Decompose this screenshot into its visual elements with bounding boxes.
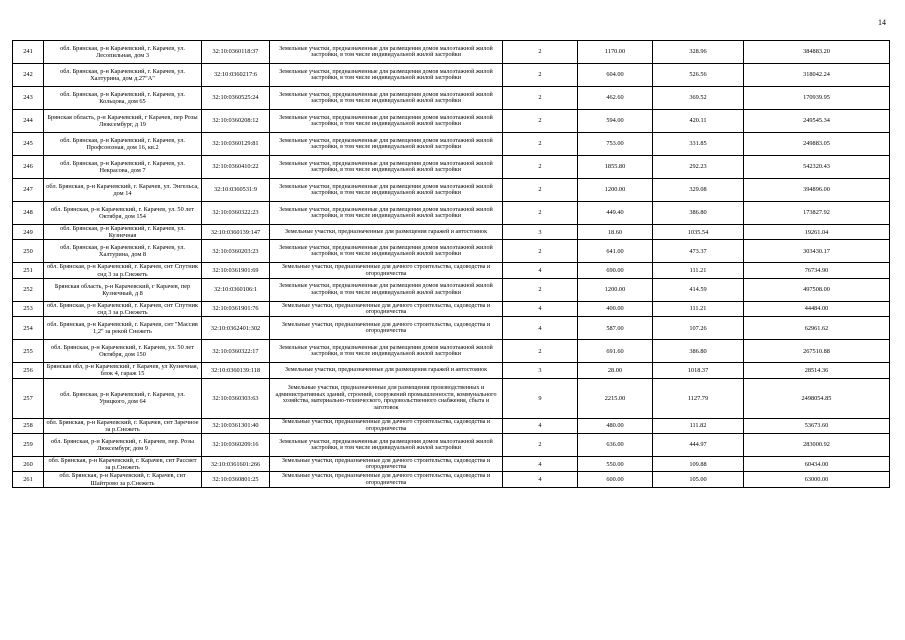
table-row [13, 240, 890, 263]
specific-value-cell: 1035.54 [653, 225, 744, 240]
specific-value-cell: 111.82 [653, 418, 744, 433]
cadastral-number-cell: 32:10:0360106:1 [202, 278, 270, 301]
row-number-cell: 252 [13, 278, 44, 301]
specific-value-cell: 1127.79 [653, 378, 744, 418]
cadastral-value-cell: 542320.43 [744, 156, 890, 179]
cadastral-value-cell: 62961.62 [744, 317, 890, 340]
area-cell: 690.00 [578, 263, 653, 278]
area-cell: 550.00 [578, 457, 653, 472]
group-cell: 4 [503, 263, 578, 278]
table-row [13, 64, 890, 87]
cadastral-number-cell: 32:10:0360209:16 [202, 434, 270, 457]
address-cell: Брянская область, р-н Карачевский, г Карачев, пер Кузнечный, д 8 [44, 278, 202, 301]
row-number-cell: 241 [13, 41, 44, 64]
address-cell: обл. Брянская, р-н Карачевский, г. Карачев, ул. Энгельса, дом 14 [44, 179, 202, 202]
cadastral-value-cell: 19261.04 [744, 225, 890, 240]
row-number-cell: 245 [13, 133, 44, 156]
address-cell: обл. Брянская, р-н Карачевский, г. Карачев, ул. Урицкого, дом 64 [44, 378, 202, 418]
cadastral-number-cell: 32:10:0360531:9 [202, 179, 270, 202]
cadastral-number-cell: 32:10:0362401:302 [202, 317, 270, 340]
cadastral-number-cell: 32:10:0361901:76 [202, 301, 270, 316]
specific-value-cell: 328.96 [653, 41, 744, 64]
group-cell: 2 [503, 110, 578, 133]
group-cell: 2 [503, 64, 578, 87]
land-use-cell: Земельные участки, предназначенные для размещения домов малоэтажной жилой застройки, в том числе индивидуальной жилой застройки [270, 278, 503, 301]
table-row [13, 472, 890, 487]
address-cell: обл. Брянская, р-н Карачевский, г. Карачев, ул. Лесопильная, дом 3 [44, 41, 202, 64]
group-cell: 2 [503, 240, 578, 263]
table-row [13, 317, 890, 340]
address-cell: обл. Брянская, р-н Карачевский, г. Карачев, ул. 50 лет Октября, дом 154 [44, 202, 202, 225]
row-number-cell: 258 [13, 418, 44, 433]
cadastral-value-cell: 384883.20 [744, 41, 890, 64]
land-use-cell: Земельные участки, предназначенные для дачного строительства, садоводства и огородничества [270, 301, 503, 316]
address-cell: обл. Брянская, р-н Карачевский, г. Карачев, ул. Кузнечная [44, 225, 202, 240]
land-use-cell: Земельные участки, предназначенные для размещения домов малоэтажной жилой застройки, в том числе индивидуальной жилой застройки [270, 87, 503, 110]
land-use-cell: Земельные участки, предназначенные для размещения гаражей и автостоянок [270, 363, 503, 378]
table-row [13, 340, 890, 363]
cadastral-value-cell: 267510.88 [744, 340, 890, 363]
address-cell: обл. Брянская, р-н Карачевский, г. Карачев, снт Спутник снд 3 за р.Снежеть [44, 263, 202, 278]
area-cell: 1200.00 [578, 179, 653, 202]
cadastral-value-cell: 497508.00 [744, 278, 890, 301]
cadastral-value-cell: 170939.95 [744, 87, 890, 110]
table-row [13, 263, 890, 278]
cadastral-value-cell: 60434.00 [744, 457, 890, 472]
area-cell: 400.00 [578, 301, 653, 316]
area-cell: 480.00 [578, 418, 653, 433]
land-use-cell: Земельные участки, предназначенные для размещения домов малоэтажной жилой застройки, в том числе индивидуальной жилой застройки [270, 240, 503, 263]
cadastral-number-cell: 32:10:0360303:63 [202, 378, 270, 418]
area-cell: 604.00 [578, 64, 653, 87]
cadastral-value-cell: 249883.05 [744, 133, 890, 156]
specific-value-cell: 109.88 [653, 457, 744, 472]
cadastral-value-cell: 303430.17 [744, 240, 890, 263]
row-number-cell: 261 [13, 472, 44, 487]
table-row [13, 41, 890, 64]
group-cell: 3 [503, 225, 578, 240]
cadastral-value-cell: 394896.00 [744, 179, 890, 202]
area-cell: 462.60 [578, 87, 653, 110]
area-cell: 1855.80 [578, 156, 653, 179]
land-use-cell: Земельные участки, предназначенные для дачного строительства, садоводства и огородничества [270, 317, 503, 340]
specific-value-cell: 369.52 [653, 87, 744, 110]
area-cell: 587.00 [578, 317, 653, 340]
cadastral-number-cell: 32:10:0360203:23 [202, 240, 270, 263]
address-cell: обл. Брянская, р-н Карачевский, г. Карачев, снт Спутник снд 3 за р.Снежеть [44, 301, 202, 316]
table-row [13, 202, 890, 225]
area-cell: 1200.00 [578, 278, 653, 301]
group-cell: 4 [503, 317, 578, 340]
cadastral-value-cell: 63000.00 [744, 472, 890, 487]
row-number-cell: 254 [13, 317, 44, 340]
area-cell: 18.60 [578, 225, 653, 240]
address-cell: обл. Брянская, р-н Карачевский, г. Карачев, пер. Розы Люксембург, дом 9 [44, 434, 202, 457]
specific-value-cell: 111.21 [653, 263, 744, 278]
group-cell: 9 [503, 378, 578, 418]
area-cell: 636.00 [578, 434, 653, 457]
specific-value-cell: 414.59 [653, 278, 744, 301]
table-row [13, 87, 890, 110]
row-number-cell: 251 [13, 263, 44, 278]
group-cell: 4 [503, 472, 578, 487]
address-cell: обл. Брянская, р-н Карачевский, г. Карачев, ул. Халтурина, дом 8 [44, 240, 202, 263]
area-cell: 449.40 [578, 202, 653, 225]
land-plots-table [12, 40, 890, 488]
cadastral-number-cell: 32:10:0360129:81 [202, 133, 270, 156]
row-number-cell: 257 [13, 378, 44, 418]
address-cell: обл. Брянская, р-н Карачевский, г. Карачев, ул. Некрасова, дом 7 [44, 156, 202, 179]
row-number-cell: 242 [13, 64, 44, 87]
address-cell: Брянская обл, р-н Карачевский, г Карачев, ул Кузнечная, блок 4, гараж 15 [44, 363, 202, 378]
group-cell: 2 [503, 340, 578, 363]
row-number-cell: 249 [13, 225, 44, 240]
address-cell: обл. Брянская, р-н Карачевский, г. Карачев, ул. Халтурина, дом д.27"А" [44, 64, 202, 87]
cadastral-number-cell: 32:10:0360801:25 [202, 472, 270, 487]
land-use-cell: Земельные участки, предназначенные для размещения домов малоэтажной жилой застройки, в том числе индивидуальной жилой застройки [270, 434, 503, 457]
area-cell: 1170.00 [578, 41, 653, 64]
specific-value-cell: 107.26 [653, 317, 744, 340]
group-cell: 4 [503, 301, 578, 316]
cadastral-number-cell: 32:10:0360139:147 [202, 225, 270, 240]
group-cell: 2 [503, 156, 578, 179]
area-cell: 753.00 [578, 133, 653, 156]
cadastral-value-cell: 28514.36 [744, 363, 890, 378]
table-row [13, 179, 890, 202]
specific-value-cell: 386.80 [653, 202, 744, 225]
group-cell: 4 [503, 418, 578, 433]
area-cell: 28.00 [578, 363, 653, 378]
cadastral-number-cell: 32:10:0361301:40 [202, 418, 270, 433]
table-row [13, 133, 890, 156]
table-row [13, 434, 890, 457]
specific-value-cell: 105.00 [653, 472, 744, 487]
area-cell: 641.00 [578, 240, 653, 263]
group-cell: 2 [503, 133, 578, 156]
specific-value-cell: 111.21 [653, 301, 744, 316]
specific-value-cell: 329.08 [653, 179, 744, 202]
land-use-cell: Земельные участки, предназначенные для дачного строительства, садоводства и огородничества [270, 418, 503, 433]
land-use-cell: Земельные участки, предназначенные для дачного строительства, садоводства и огородничества [270, 457, 503, 472]
cadastral-value-cell: 53673.60 [744, 418, 890, 433]
address-cell: Брянская область, р-н Карачевский, г Карачев, пер Розы Люксембург, д 19 [44, 110, 202, 133]
land-use-cell: Земельные участки, предназначенные для дачного строительства, садоводства и огородничества [270, 263, 503, 278]
specific-value-cell: 386.80 [653, 340, 744, 363]
table-row [13, 110, 890, 133]
group-cell: 2 [503, 278, 578, 301]
area-cell: 600.00 [578, 472, 653, 487]
row-number-cell: 244 [13, 110, 44, 133]
group-cell: 4 [503, 457, 578, 472]
cadastral-number-cell: 32:10:0360525:24 [202, 87, 270, 110]
row-number-cell: 247 [13, 179, 44, 202]
land-use-cell: Земельные участки, предназначенные для размещения домов малоэтажной жилой застройки, в том числе индивидуальной жилой застройки [270, 156, 503, 179]
page-number: 14 [878, 18, 886, 27]
table-row [13, 278, 890, 301]
specific-value-cell: 1018.37 [653, 363, 744, 378]
row-number-cell: 243 [13, 87, 44, 110]
area-cell: 594.00 [578, 110, 653, 133]
specific-value-cell: 420.11 [653, 110, 744, 133]
table-row [13, 363, 890, 378]
area-cell: 691.60 [578, 340, 653, 363]
cadastral-number-cell: 32:10:0360139:118 [202, 363, 270, 378]
table-row [13, 457, 890, 472]
land-use-cell: Земельные участки, предназначенные для размещения домов малоэтажной жилой застройки, в том числе индивидуальной жилой застройки [270, 41, 503, 64]
group-cell: 2 [503, 434, 578, 457]
cadastral-value-cell: 283000.92 [744, 434, 890, 457]
address-cell: обл. Брянская, р-н Карачевский, г. Карачев, ул. 50 лет Октября, дом 150 [44, 340, 202, 363]
land-use-cell: Земельные участки, предназначенные для размещения домов малоэтажной жилой застройки, в том числе индивидуальной жилой застройки [270, 202, 503, 225]
address-cell: обл. Брянская, р-н Карачевский, г. Карачев, ул. Профсоюзная, дом 16, кв.2 [44, 133, 202, 156]
cadastral-number-cell: 32:10:0360322:23 [202, 202, 270, 225]
cadastral-value-cell: 318042.24 [744, 64, 890, 87]
row-number-cell: 259 [13, 434, 44, 457]
cadastral-value-cell: 249545.34 [744, 110, 890, 133]
specific-value-cell: 526.56 [653, 64, 744, 87]
land-use-cell: Земельные участки, предназначенные для размещения домов малоэтажной жилой застройки, в том числе индивидуальной жилой застройки [270, 64, 503, 87]
group-cell: 3 [503, 363, 578, 378]
cadastral-number-cell: 32:10:0360322:17 [202, 340, 270, 363]
address-cell: обл. Брянская, р-н Карачевский, г. Карачев, снт Шайтрово за р.Снежеть [44, 472, 202, 487]
group-cell: 2 [503, 202, 578, 225]
specific-value-cell: 292.23 [653, 156, 744, 179]
land-use-cell: Земельные участки, предназначенные для размещения домов малоэтажной жилой застройки, в том числе индивидуальной жилой застройки [270, 133, 503, 156]
specific-value-cell: 331.85 [653, 133, 744, 156]
address-cell: обл. Брянская, р-н Карачевский, г. Карачев, снт Рассвет за р.Снежеть [44, 457, 202, 472]
row-number-cell: 246 [13, 156, 44, 179]
group-cell: 2 [503, 179, 578, 202]
cadastral-value-cell: 44484.00 [744, 301, 890, 316]
specific-value-cell: 473.37 [653, 240, 744, 263]
table-row [13, 156, 890, 179]
cadastral-number-cell: 32:10:0360118:37 [202, 41, 270, 64]
land-use-cell: Земельные участки, предназначенные для дачного строительства, садоводства и огородничества [270, 472, 503, 487]
specific-value-cell: 444.97 [653, 434, 744, 457]
row-number-cell: 260 [13, 457, 44, 472]
group-cell: 2 [503, 41, 578, 64]
cadastral-number-cell: 32:10:0361601:266 [202, 457, 270, 472]
cadastral-value-cell: 2498054.85 [744, 378, 890, 418]
row-number-cell: 255 [13, 340, 44, 363]
land-use-cell: Земельные участки, предназначенные для размещения домов малоэтажной жилой застройки, в том числе индивидуальной жилой застройки [270, 340, 503, 363]
address-cell: обл. Брянская, р-н Карачевский, г. Карачев, снт Заречное за р.Снежеть [44, 418, 202, 433]
address-cell: обл. Брянская, р-н Карачевский, г. Карачев, снт "Массив 1,2" за рекой Снежеть [44, 317, 202, 340]
cadastral-value-cell: 76734.90 [744, 263, 890, 278]
land-use-cell: Земельные участки, предназначенные для размещения гаражей и автостоянок [270, 225, 503, 240]
table-row [13, 418, 890, 433]
row-number-cell: 248 [13, 202, 44, 225]
group-cell: 2 [503, 87, 578, 110]
cadastral-number-cell: 32:10:0360208:12 [202, 110, 270, 133]
address-cell: обл. Брянская, р-н Карачевский, г. Карачев, ул. Кольцова, дом 65 [44, 87, 202, 110]
land-use-cell: Земельные участки, предназначенные для размещения производственных и административных зданий, строений, сооружений промышленности, коммунального хозяйства, материально-технического, продовольственного снабжения, сбыта и заготовок [270, 378, 503, 418]
land-use-cell: Земельные участки, предназначенные для размещения домов малоэтажной жилой застройки, в том числе индивидуальной жилой застройки [270, 179, 503, 202]
row-number-cell: 250 [13, 240, 44, 263]
cadastral-number-cell: 32:10:0360410:22 [202, 156, 270, 179]
land-use-cell: Земельные участки, предназначенные для размещения домов малоэтажной жилой застройки, в том числе индивидуальной жилой застройки [270, 110, 503, 133]
table-row [13, 225, 890, 240]
table-row [13, 378, 890, 418]
cadastral-value-cell: 173827.92 [744, 202, 890, 225]
table-row [13, 301, 890, 316]
row-number-cell: 253 [13, 301, 44, 316]
row-number-cell: 256 [13, 363, 44, 378]
area-cell: 2215.00 [578, 378, 653, 418]
cadastral-number-cell: 32:10:0361901:69 [202, 263, 270, 278]
cadastral-number-cell: 32:10:0360217:6 [202, 64, 270, 87]
